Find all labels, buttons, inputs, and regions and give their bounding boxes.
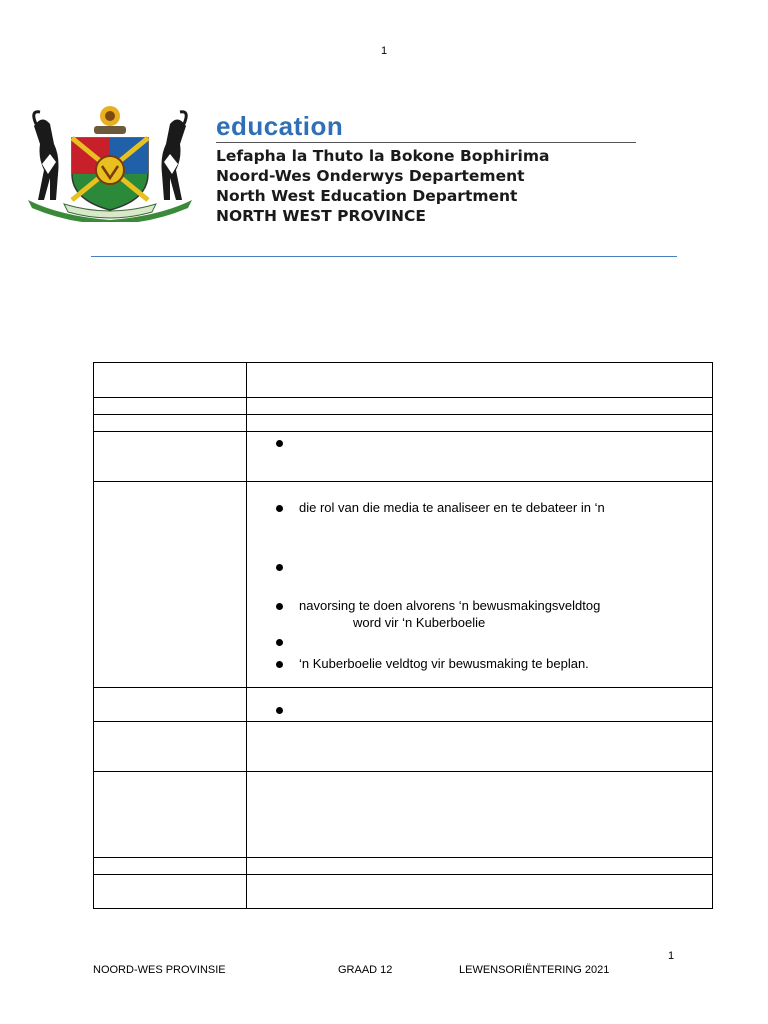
- table-row: [94, 688, 713, 722]
- table-row: [94, 722, 713, 772]
- list-item: [247, 701, 712, 719]
- bullet-icon: [276, 603, 283, 610]
- table-cell: [94, 415, 247, 432]
- letterhead-header: [20, 104, 660, 224]
- table-row: [94, 772, 713, 858]
- list-item: [247, 633, 712, 651]
- letterhead-line-english: North West Education Department: [216, 187, 518, 205]
- table-row: [94, 363, 713, 398]
- bullet-icon: [276, 639, 283, 646]
- lesson-plan-table: [93, 362, 713, 909]
- table-cell: [94, 398, 247, 415]
- table-cell: [247, 772, 713, 858]
- page-number-top: 1: [380, 45, 388, 57]
- table-cell: [94, 432, 247, 482]
- list-item: ‘n Kuberboelie veldtog vir bewusmaking te beplan.: [247, 655, 712, 673]
- table-cell: [94, 772, 247, 858]
- table-cell: [247, 722, 713, 772]
- footer-subject: LEWENSORIËNTERING 2021: [459, 964, 610, 976]
- letterhead-line-province: NORTH WEST PROVINCE: [216, 207, 426, 225]
- table-cell: [247, 415, 713, 432]
- bullet-icon: [276, 707, 283, 714]
- list-item: die rol van die media te analiseer en te debateer in ‘n: [247, 499, 712, 517]
- table-cell: [94, 875, 247, 909]
- table-cell: [247, 398, 713, 415]
- footer-province: NOORD-WES PROVINSIE: [93, 964, 226, 976]
- table-cell: [94, 722, 247, 772]
- table-row: [94, 858, 713, 875]
- table-cell: [247, 688, 713, 722]
- table-row: [94, 432, 713, 482]
- brand-wordmark: education: [216, 111, 344, 141]
- bullet-icon: [276, 661, 283, 668]
- list-item: [247, 558, 712, 576]
- coat-of-arms-icon: [20, 104, 200, 222]
- list-item: navorsing te doen alvorens ‘n bewusmakingsveldtog: [247, 597, 712, 615]
- table-cell: [247, 432, 713, 482]
- letterhead-text: [216, 112, 636, 226]
- table-row: [94, 482, 713, 688]
- table-row: [94, 398, 713, 415]
- bullet-icon: [276, 505, 283, 512]
- table-cell: [94, 363, 247, 398]
- table-cell: [94, 688, 247, 722]
- footer-grade: GRAAD 12: [338, 964, 393, 976]
- table-cell: [94, 482, 247, 688]
- header-divider: [91, 256, 677, 257]
- table-row: [94, 415, 713, 432]
- letterhead-line-tswana: Lefapha la Thuto la Bokone Bophirima: [216, 147, 550, 165]
- table-cell: [247, 858, 713, 875]
- brand-underline: [216, 142, 636, 143]
- table-cell: [247, 875, 713, 909]
- list-item: [247, 434, 712, 452]
- page-number-bottom: 1: [668, 950, 675, 962]
- letterhead-line-afrikaans: Noord-Wes Onderwys Departement: [216, 167, 525, 185]
- table-cell: [247, 482, 713, 688]
- bullet-icon: [276, 440, 283, 447]
- table-row: [94, 875, 713, 909]
- table-cell: [94, 858, 247, 875]
- bullet-continuation: word vir ‘n Kuberboelie: [353, 615, 486, 630]
- bullet-icon: [276, 564, 283, 571]
- table-cell: [247, 363, 713, 398]
